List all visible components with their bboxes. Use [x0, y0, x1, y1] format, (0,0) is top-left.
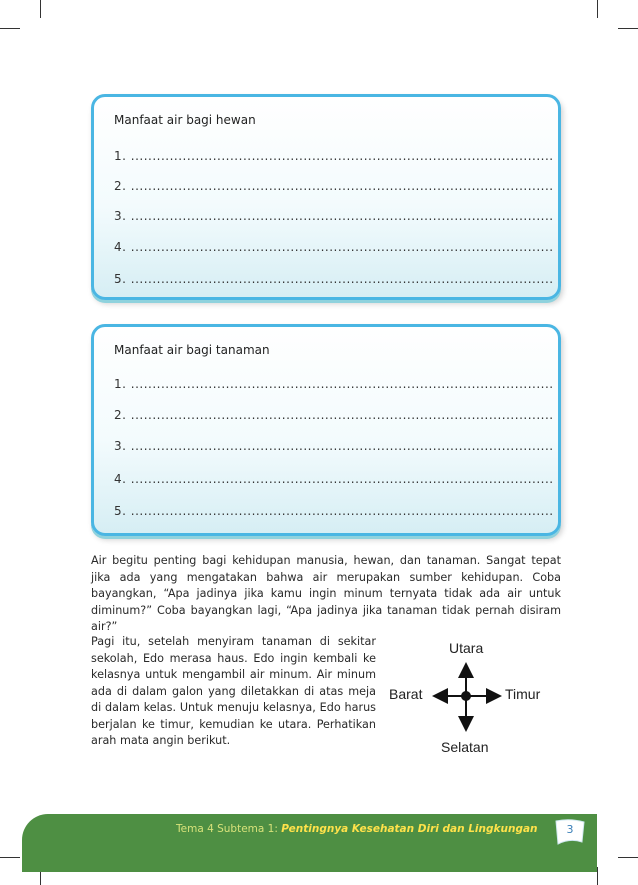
- crop-mark: [597, 0, 598, 18]
- compass-south-label: Selatan: [441, 739, 489, 755]
- answer-line-1[interactable]: 1. ..................................................................................................: [114, 377, 554, 391]
- crop-mark: [40, 0, 41, 18]
- answer-line-3[interactable]: 3. ..................................................................................................: [114, 209, 554, 223]
- animal-benefits-title: Manfaat air bagi hewan: [114, 113, 256, 127]
- answer-line-4[interactable]: 4. ..................................................................................................: [114, 240, 554, 254]
- footer-caption: [176, 823, 538, 835]
- answer-line-5[interactable]: 5. ..................................................................................................: [114, 504, 554, 518]
- footer-title: Pentingnya Kesehatan Diri dan Lingkungan: [281, 823, 538, 835]
- answer-line-4[interactable]: 4. ..................................................................................................: [114, 472, 554, 486]
- crop-mark: [618, 28, 638, 29]
- answer-line-5[interactable]: 5. ..................................................................................................: [114, 272, 554, 286]
- crop-mark: [0, 857, 20, 858]
- page-number: 3: [566, 823, 574, 836]
- compass-diagram: [385, 636, 555, 761]
- footer-prefix: Tema 4 Subtema 1:: [176, 823, 282, 835]
- plant-benefits-box: [91, 324, 561, 536]
- compass-east-label: Timur: [505, 686, 541, 702]
- story-paragraph: Pagi itu, setelah menyiram tanaman di sekitar sekolah, Edo merasa haus. Edo ingin kembali ke kelasnya untuk mengambil air minum. Air minum ada di dalam galon yang diletakkan di atas meja di dalam kelas. Untuk menuju kelasnya, Edo harus berjalan ke timur, kemudian ke utara. Perhatikan arah mata angin berikut.: [91, 635, 376, 747]
- intro-paragraph: Air begitu penting bagi kehidupan manusia, hewan, dan tanaman. Sangat tepat jika ada yang mengatakan bahwa air merupakan sumber kehidupan. Coba bayangkan, “Apa jadinya jika kamu ingin minum ternyata tidak ada air untuk diminum?” Coba bayangkan lagi, “Apa jadinya jika tanaman tidak pernah disiram air?”: [91, 554, 561, 633]
- crop-mark: [597, 867, 598, 885]
- answer-line-3[interactable]: 3. ..................................................................................................: [114, 439, 554, 453]
- answer-line-2[interactable]: 2. ..................................................................................................: [114, 408, 554, 422]
- crop-mark: [0, 28, 20, 29]
- compass-north-label: Utara: [449, 640, 484, 656]
- animal-benefits-box: [91, 94, 561, 300]
- plant-benefits-title: Manfaat air bagi tanaman: [114, 343, 270, 357]
- crop-mark: [618, 857, 638, 858]
- answer-line-1[interactable]: 1. ..................................................................................................: [114, 149, 554, 163]
- answer-line-2[interactable]: 2. ..................................................................................................: [114, 179, 554, 193]
- compass-west-label: Barat: [389, 686, 423, 702]
